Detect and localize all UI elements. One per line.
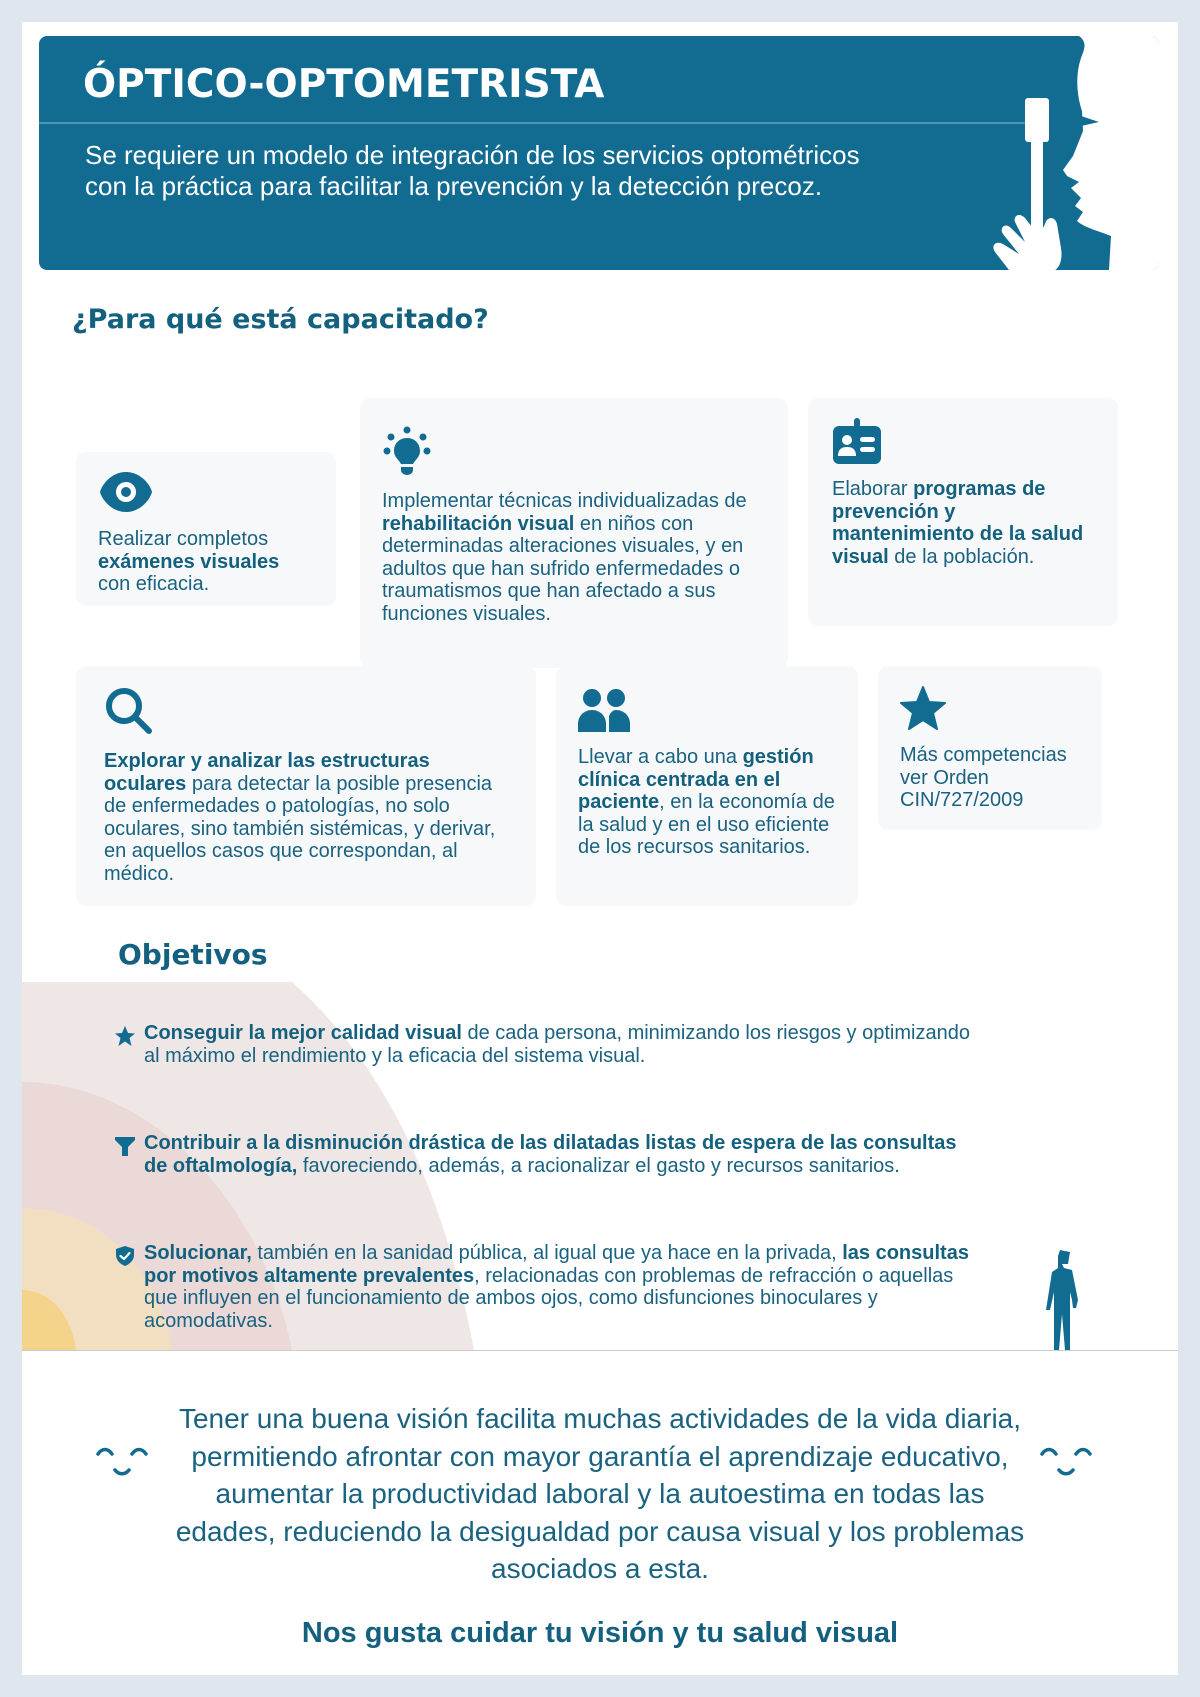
- id-badge-icon: [832, 418, 882, 464]
- capability-card-rehabilitation: [360, 398, 788, 668]
- infographic-page: [22, 22, 1178, 1675]
- capability-text: Elaborar programas de prevención y mantenimiento de la salud visual de la población.: [832, 478, 1084, 568]
- smiley-face-icon: [94, 1442, 150, 1482]
- eye-icon: [98, 470, 154, 514]
- capabilities-heading: ¿Para qué está capacitado?: [72, 304, 489, 335]
- magnifier-icon: [104, 686, 154, 736]
- objective-text: Solucionar, también en la sanidad pública, al igual que ya hace en la privada, las consultas por motivos altamente prevalentes, relacionadas con problemas de refracción o aquellas que influyen en el funcionamiento de ambos ojos, como disfunciones binoculares y acomodativas.: [144, 1242, 969, 1332]
- capability-text: Llevar a cabo una gestión clínica centrada en el paciente, en la economía de la salud y en el uso eficiente de los recursos sanitarios.: [578, 746, 835, 858]
- smiley-face-icon: [1038, 1442, 1094, 1482]
- capability-text: Explorar y analizar las estructuras oculares para detectar la posible presencia de enfermedades o patologías, no solo oculares, sino también sistémicas, y derivar, en aquellos casos que correspondan, al médico.: [104, 750, 496, 885]
- lightbulb-icon: [382, 426, 432, 476]
- capability-text-more-competencies: Más competencias ver Orden CIN/727/2009: [900, 744, 1067, 811]
- capability-text: Implementar técnicas individualizadas de rehabilitación visual en niños con determinadas alteraciones visuales, y en adultos que han sufrido enfermedades o traumatismos que han afectado a sus funciones visuales.: [382, 490, 747, 625]
- star-icon: [900, 686, 946, 730]
- funnel-icon: [114, 1135, 136, 1157]
- shield-check-icon: [114, 1245, 136, 1267]
- objective-item: [114, 1022, 974, 1067]
- objective-item: [114, 1242, 974, 1332]
- capability-card-clinical-management: [556, 666, 858, 906]
- section-divider: [22, 1350, 1178, 1351]
- objective-item: [114, 1132, 974, 1177]
- capability-card-exams: [76, 452, 336, 606]
- objective-text: Contribuir a la disminución drástica de las dilatadas listas de espera de las consultas de oftalmología, favoreciendo, además, a racionalizar el gasto y recursos sanitarios.: [144, 1132, 957, 1177]
- banner-divider: [39, 122, 1039, 124]
- objectives-heading: Objetivos: [118, 938, 268, 971]
- header-banner: [39, 36, 1159, 270]
- people-icon: [578, 688, 632, 732]
- star-icon: [114, 1025, 136, 1047]
- page-title: ÓPTICO-OPTOMETRISTA: [83, 62, 605, 107]
- capability-text: Realizar completos exámenes visuales con eficacia.: [98, 528, 280, 595]
- face-profile-occluder-icon: [959, 36, 1159, 270]
- closing-tagline: Nos gusta cuidar tu visión y tu salud visual: [301, 1617, 899, 1649]
- capability-card-explore: [76, 666, 536, 906]
- banner-subtitle: Se requiere un modelo de integración de los servicios optométricos con la práctica para facilitar la prevención y la detección precoz.: [85, 140, 860, 201]
- capability-card-programs: [808, 398, 1118, 626]
- standing-person-icon: [1040, 1248, 1084, 1352]
- capability-card-more: [878, 666, 1102, 830]
- closing-quote: Tener una buena visión facilita muchas actividades de la vida diaria, permitiendo afrontar con mayor garantía el aprendizaje educativo, aumentar la productividad laboral y la autoestima en todas las edades, reduciendo la desigualdad por causa visual y los problemas asociados a esta.: [175, 1403, 1025, 1584]
- objective-text: Conseguir la mejor calidad visual de cada persona, minimizando los riesgos y optimizando al máximo el rendimiento y la eficacia del sistema visual.: [144, 1022, 970, 1067]
